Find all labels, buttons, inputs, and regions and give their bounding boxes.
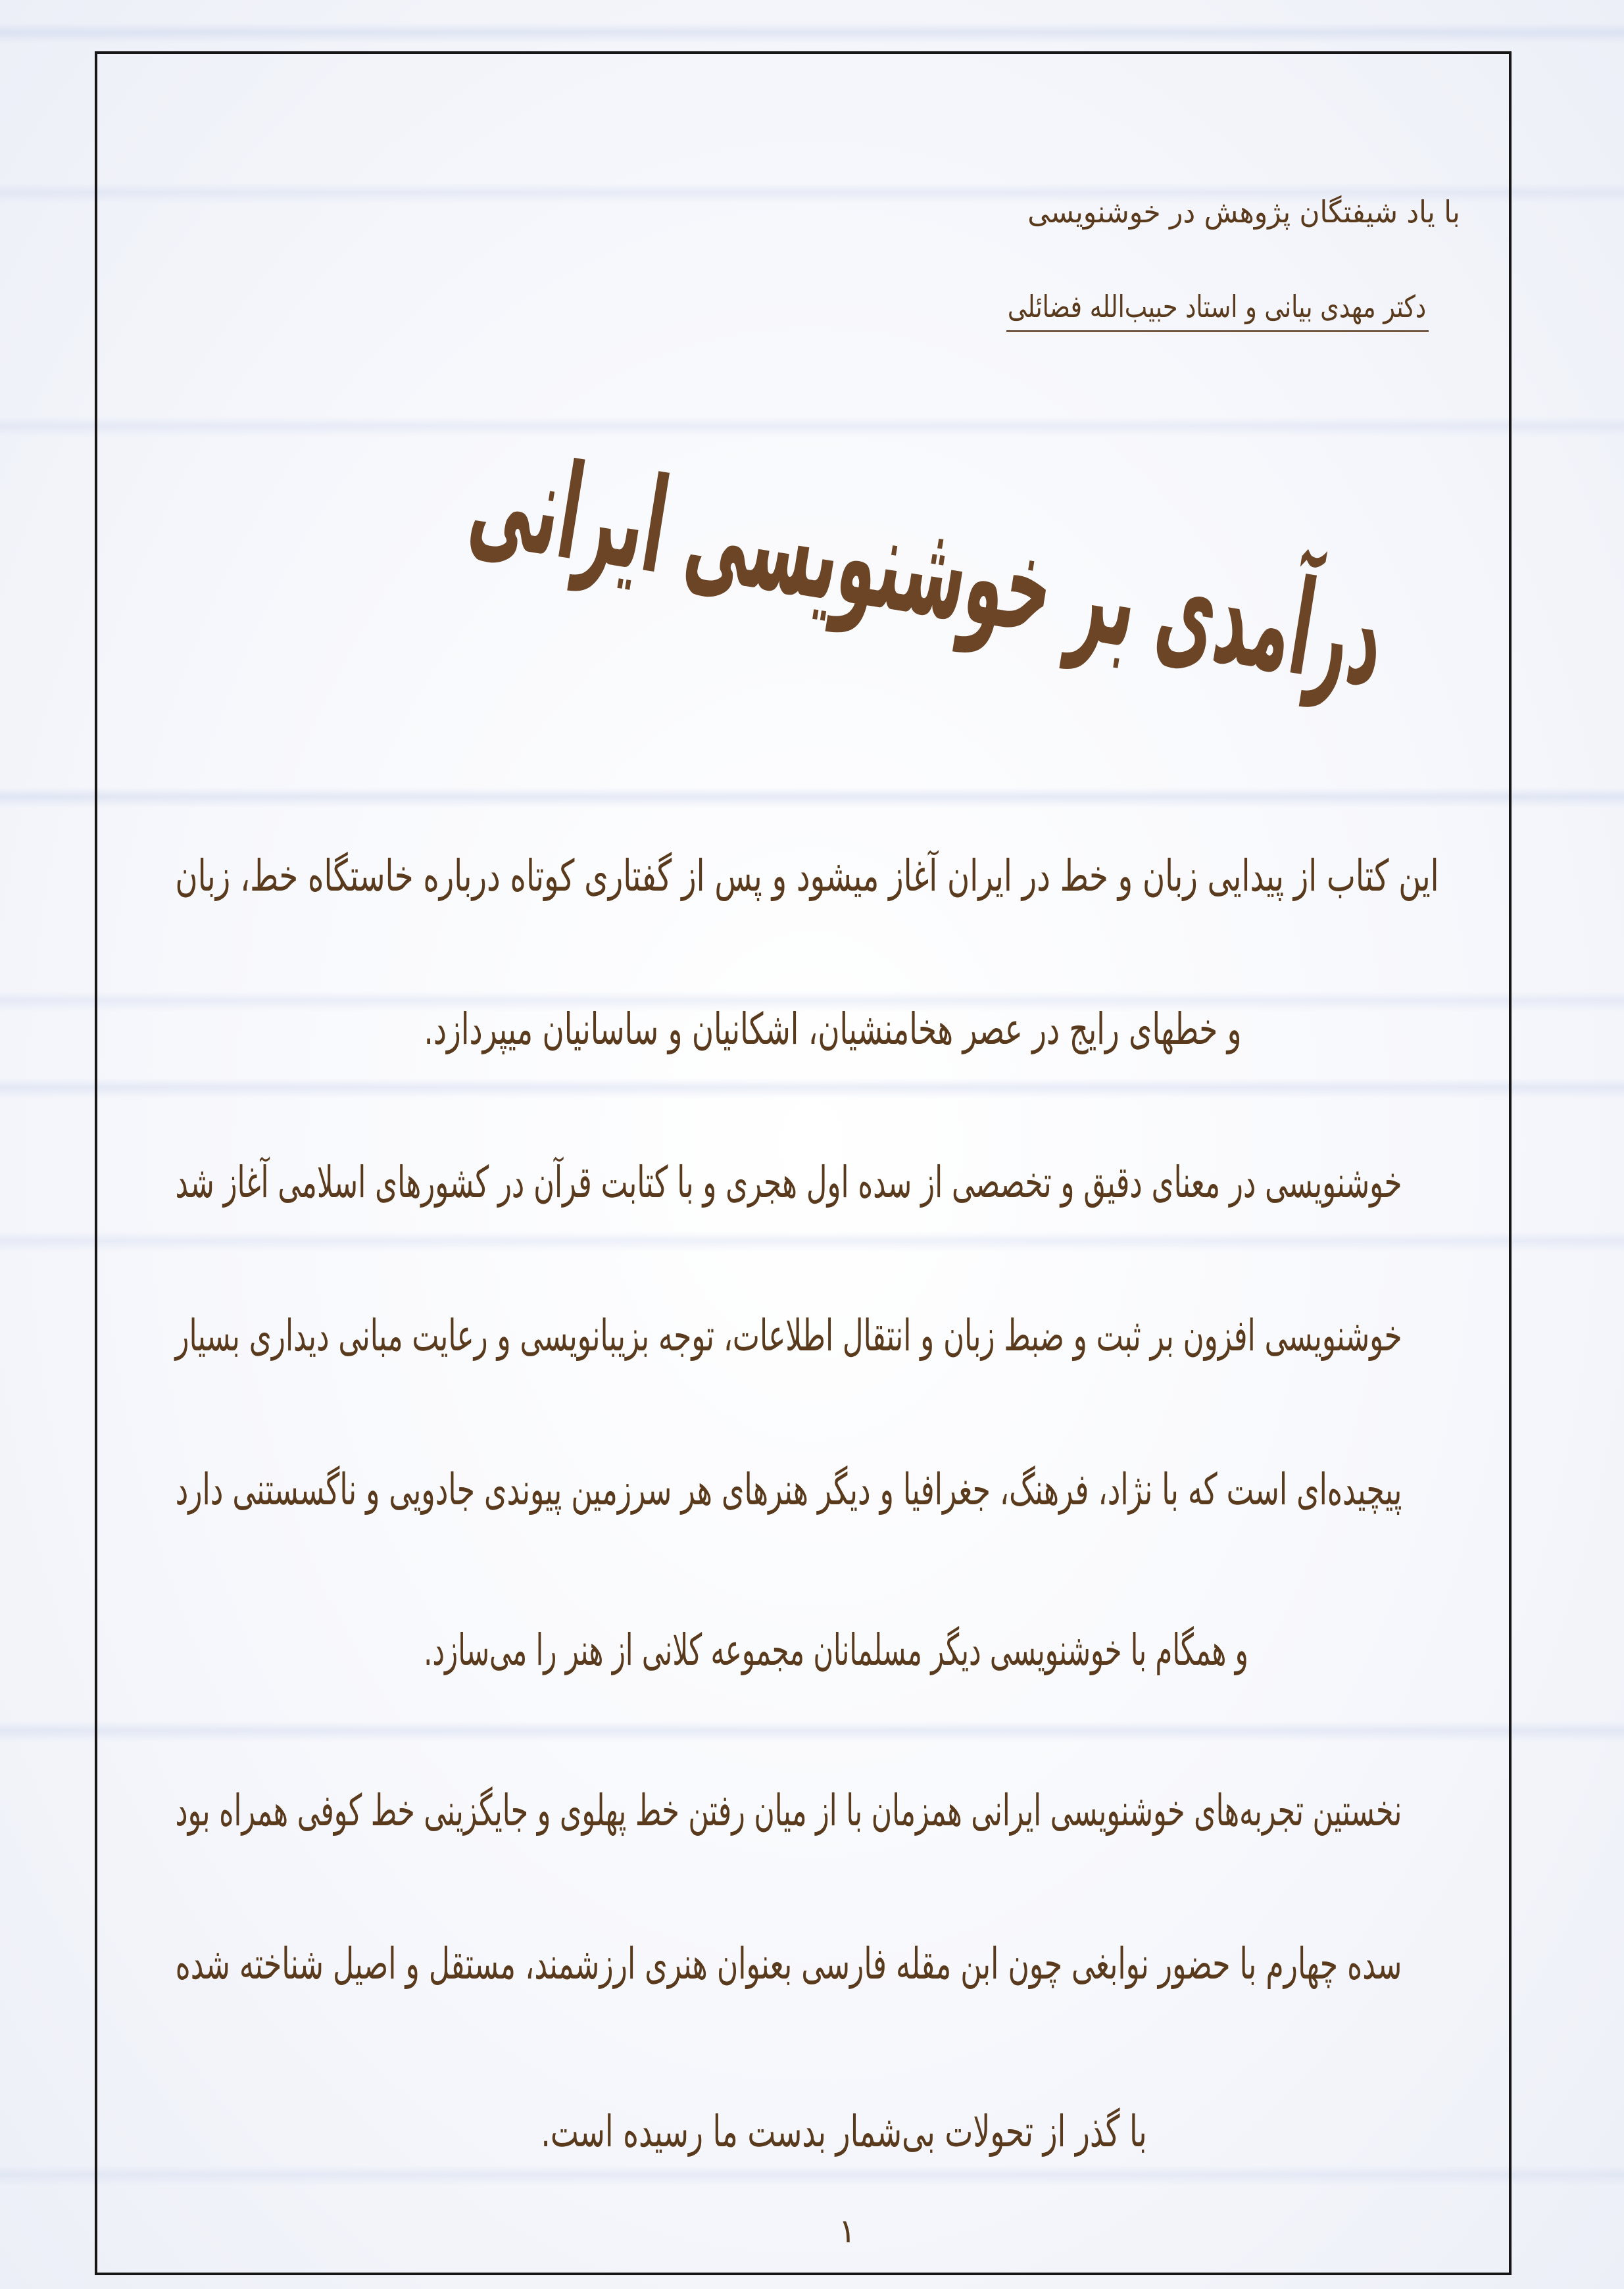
body-text: سده چهارم با حضور نوابغی چون ابن مقله فارسی بعنوان هنری ارزشمند، مستقل و اصیل شناخته شده — [175, 1938, 1402, 1989]
body-text: خوشنویسی در معنای دقیق و تخصصی از سده اول هجری و با کتابت قرآن در کشورهای اسلامی آغاز شد — [175, 1157, 1402, 1208]
dedication-underline — [1006, 330, 1429, 332]
body-text: با گذر از تحولات بی‌شمار بدست ما رسیده است. — [540, 2106, 1147, 2157]
dedication-line-2 — [1008, 280, 1426, 333]
body-line-4 — [175, 1290, 1402, 1382]
body-line-5 — [175, 1444, 1402, 1536]
body-line-8 — [175, 1918, 1402, 2010]
body-text: نخستین تجربه‌های خوشنویسی ایرانی همزمان با از میان رفتن خط پهلوی و جایگزینی خط کوفی همراه بود — [175, 1785, 1402, 1836]
body-line-1 — [175, 830, 1439, 922]
body-line-7 — [175, 1765, 1402, 1857]
body-text: و خطهای رایج در عصر هخامنشیان، اشکانیان و ساسانیان میپردازد. — [424, 1004, 1241, 1054]
page-title: درآمدی بر خوشنویسی ایرانی — [460, 421, 1394, 718]
body-text: پیچیده‌ای است که با نژاد، فرهنگ، جغرافیا و دیگر هنرهای هر سرزمین پیوندی جادویی و ناگسستنی دارد — [175, 1464, 1402, 1515]
body-text: و همگام با خوشنویسی دیگر مسلمانان مجموعه کلانی از هنر را می‌سازد. — [424, 1625, 1248, 1675]
body-line-9 — [541, 2086, 1146, 2178]
dedication-line-1 — [1027, 185, 1460, 238]
body-line-2 — [424, 983, 1241, 1075]
dedication-text-2: دکتر مهدی بیانی و استاد حبیب‌الله فضائلی — [1007, 289, 1427, 324]
page-number: ۱ — [838, 2212, 856, 2250]
body-line-6 — [424, 1604, 1248, 1696]
dedication-text-1: با یاد شیفتگان پژوهش در خوشنویسی — [1027, 194, 1460, 230]
body-line-3 — [175, 1137, 1402, 1229]
body-text: خوشنویسی افزون بر ثبت و ضبط زبان و انتقال اطلاعات، توجه بزیبانویسی و رعایت مبانی دیداری بسیار — [174, 1310, 1402, 1361]
body-text: این کتاب از پیدایی زبان و خط در ایران آغاز میشود و پس از گفتاری کوتاه درباره خاستگاه خط، زبان — [174, 850, 1439, 901]
